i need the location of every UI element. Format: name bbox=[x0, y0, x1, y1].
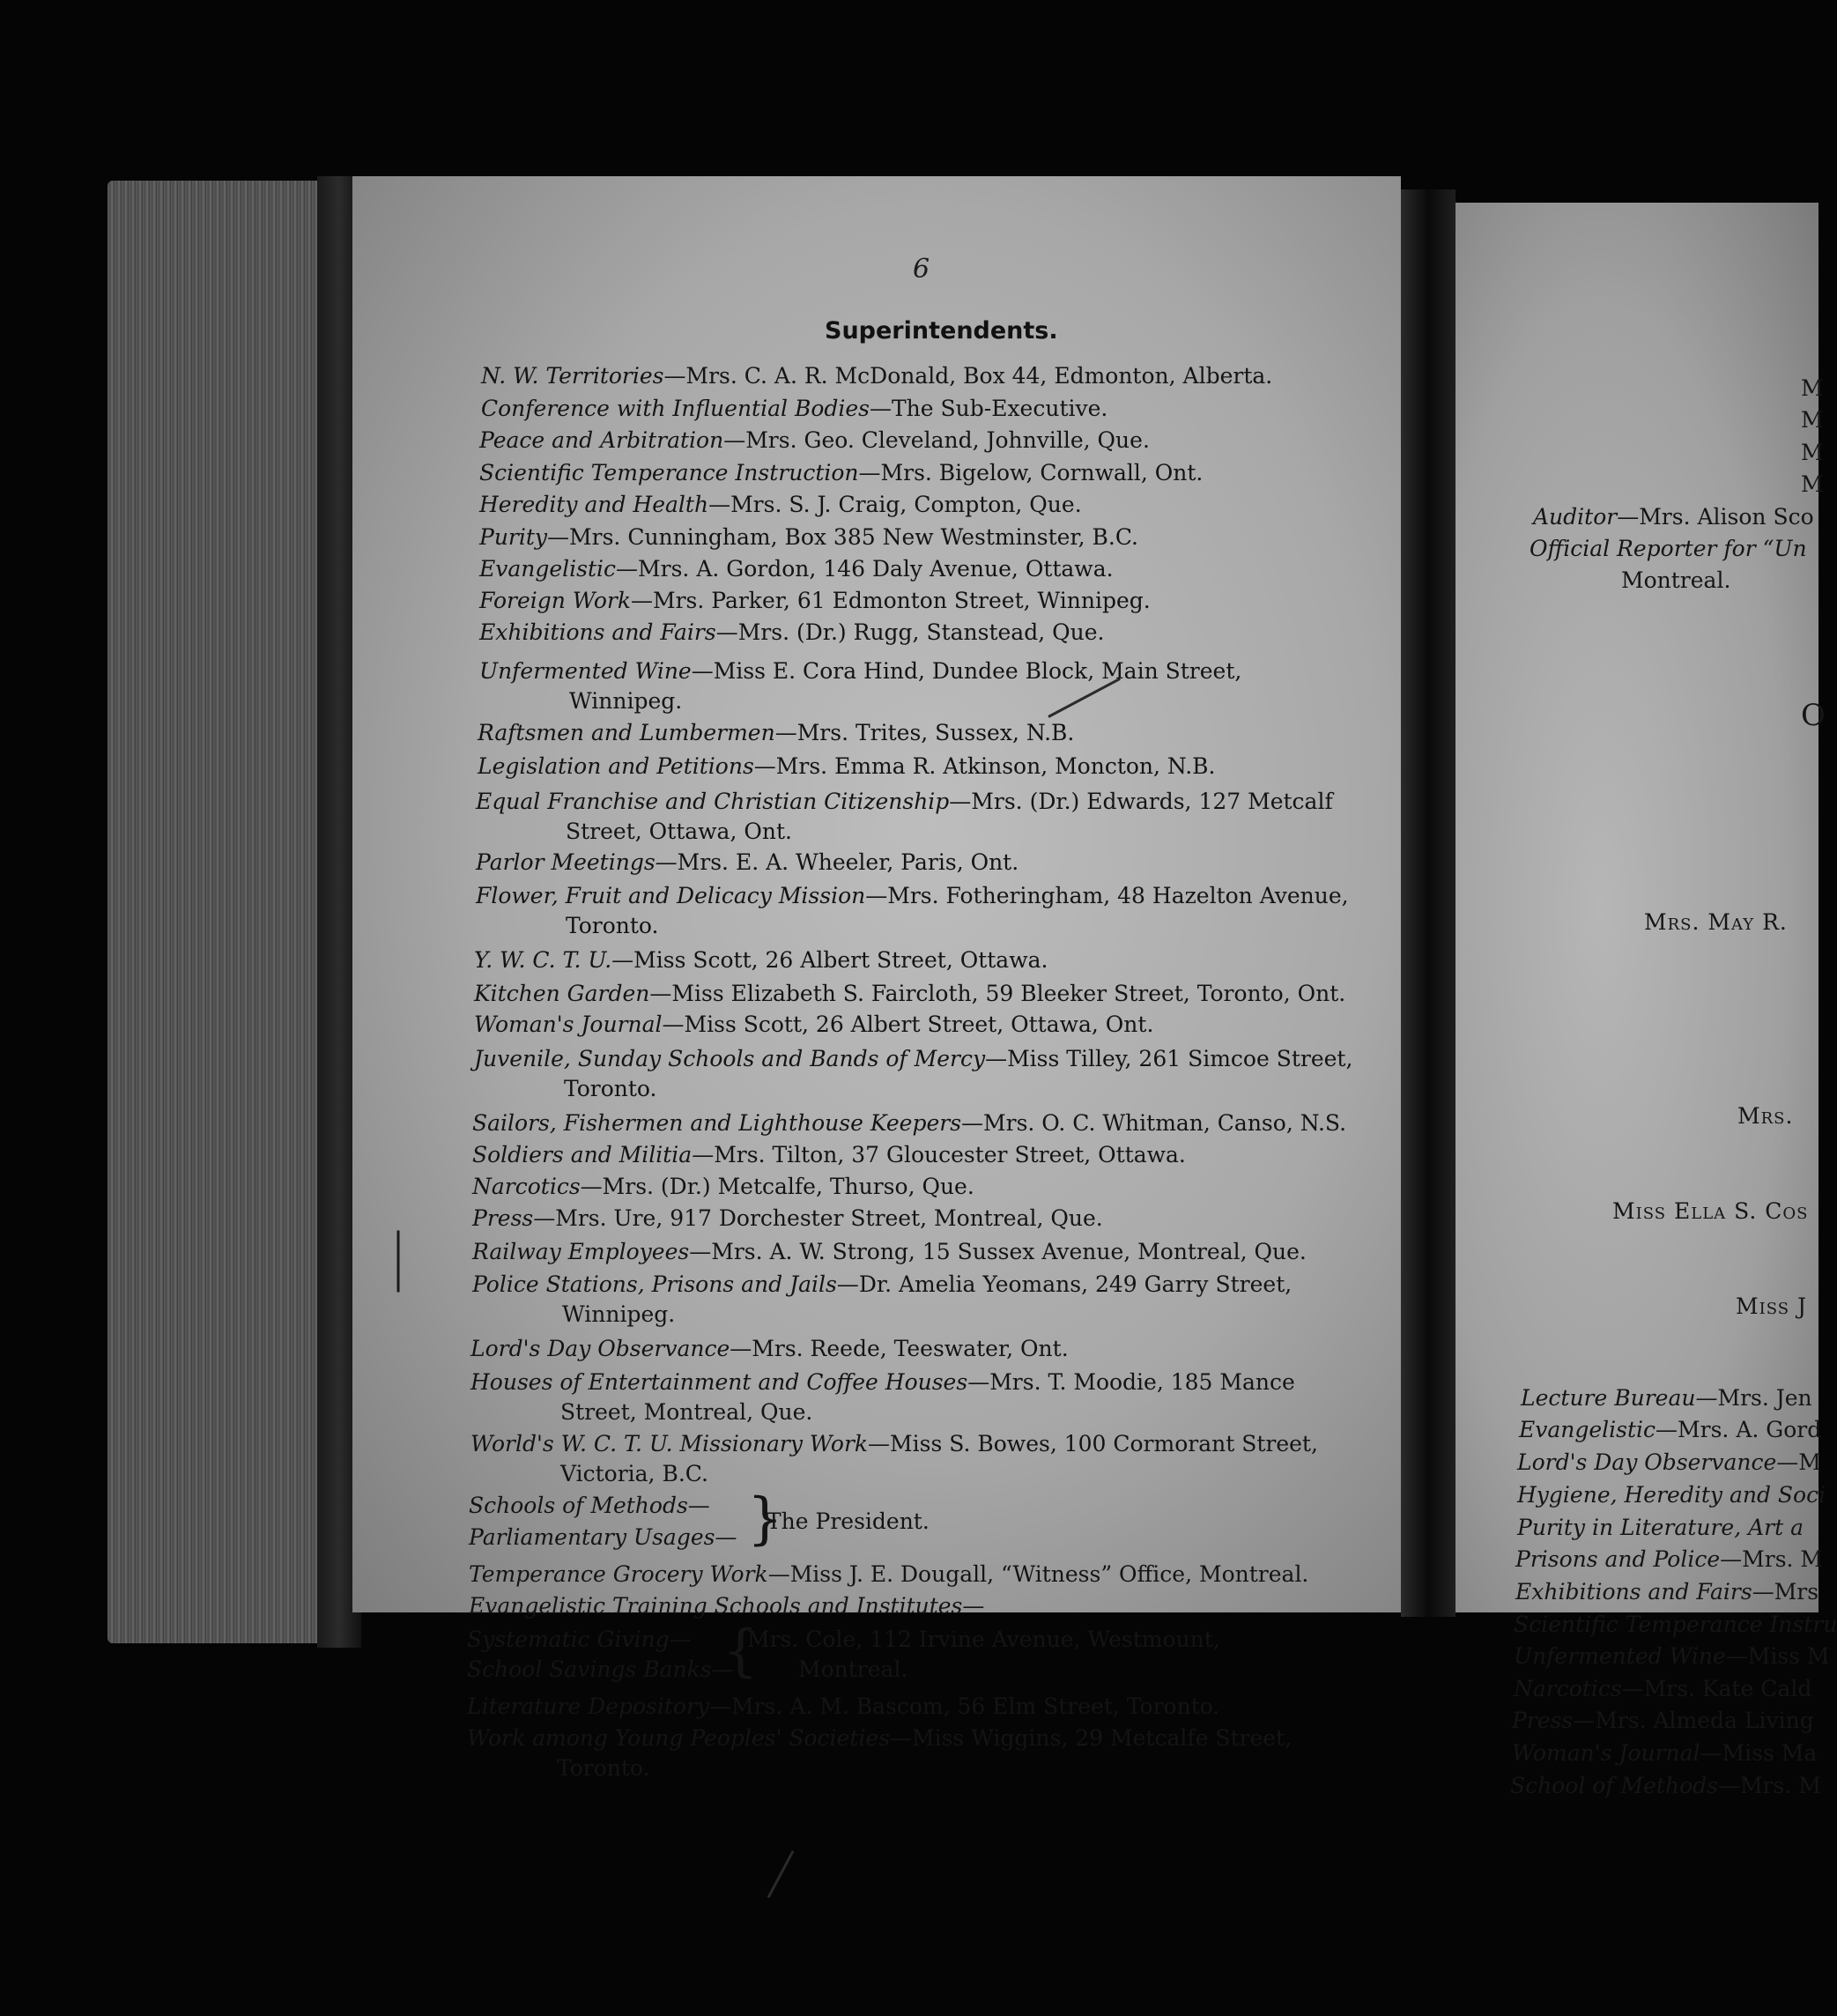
entry-raftsmen: Raftsmen and Lumbermen—Mrs. Trites, Sussex, N.B. bbox=[478, 720, 1075, 745]
right-list-item: School of Methods—Mrs. M bbox=[1510, 1773, 1821, 1798]
entry-police-stations: Police Stations, Prisons and Jails—Dr. Amelia Yeomans, 249 Garry Street, Winnipeg. bbox=[472, 1271, 1293, 1327]
entry-temperance-grocery: Temperance Grocery Work—Miss J. E. Dougall, “Witness” Office, Montreal. bbox=[469, 1561, 1309, 1587]
bracket-item-parliamentary-usages: Parliamentary Usages— bbox=[469, 1524, 737, 1550]
right-letter-m: M bbox=[1801, 471, 1824, 497]
entry-evangelistic-training: Evangelistic Training Schools and Institutes— bbox=[469, 1593, 985, 1619]
book-gutter bbox=[1401, 189, 1456, 1617]
entry-juvenile: Juvenile, Sunday Schools and Bands of Mercy—Miss Tilley, 261 Simcoe Street, Toronto. bbox=[474, 1046, 1353, 1101]
right-list-item: Scientific Temperance Instru bbox=[1514, 1612, 1837, 1637]
right-list-item: Lecture Bureau—Mrs. Jen bbox=[1521, 1385, 1812, 1411]
entry-narcotics: Narcotics—Mrs. (Dr.) Metcalfe, Thurso, Que. bbox=[472, 1174, 974, 1199]
right-miss-ella: Miss Ella S. Cos bbox=[1612, 1198, 1809, 1224]
entry-railway: Railway Employees—Mrs. A. W. Strong, 15 Sussex Avenue, Montreal, Que. bbox=[472, 1239, 1307, 1264]
entry-literature-depository: Literature Depository—Mrs. A. M. Bascom, 56 Elm Street, Toronto. bbox=[467, 1694, 1220, 1719]
entry-kitchen-garden: Kitchen Garden—Miss Elizabeth S. Faircloth, 59 Bleeker Street, Toronto, Ont. bbox=[474, 981, 1346, 1006]
right-letter-o: O bbox=[1801, 698, 1826, 733]
right-list-item: Purity in Literature, Art a bbox=[1517, 1515, 1804, 1540]
right-brace-icon: } bbox=[747, 1486, 783, 1552]
right-list-item: Press—Mrs. Almeda Living bbox=[1512, 1708, 1814, 1733]
entry-flower-mission: Flower, Fruit and Delicacy Mission—Mrs. Fotheringham, 48 Hazelton Avenue, Toronto. bbox=[476, 883, 1349, 938]
entry-equal-franchise: Equal Franchise and Christian Citizenship—Mrs. (Dr.) Edwards, 127 Metcalf Street, Ottawa, Ont. bbox=[476, 789, 1333, 844]
entry-nw-territories: N. W. Territories—Mrs. C. A. R. McDonald, Box 44, Edmonton, Alberta. bbox=[481, 363, 1273, 389]
entry-houses-entertainment: Houses of Entertainment and Coffee Houses—Mrs. T. Moodie, 185 Mance Street, Montreal, Que. bbox=[470, 1369, 1295, 1425]
right-list-item: Narcotics—Mrs. Kate Cald bbox=[1514, 1676, 1812, 1701]
entry-heredity: Heredity and Health—Mrs. S. J. Craig, Compton, Que. bbox=[479, 492, 1082, 517]
right-letter-m: M bbox=[1801, 440, 1824, 465]
entry-foreign-work: Foreign Work—Mrs. Parker, 61 Edmonton Street, Winnipeg. bbox=[479, 588, 1151, 613]
page-heading: Superintendents. bbox=[825, 317, 1058, 345]
entry-worlds-wctu: World's W. C. T. U. Missionary Work—Miss S. Bowes, 100 Cormorant Street, Victoria, B.C. bbox=[470, 1431, 1318, 1486]
page-number: 6 bbox=[913, 254, 930, 285]
bracket-item-school-savings: School Savings Banks— bbox=[467, 1657, 734, 1682]
bracket-item-systematic-giving: Systematic Giving— bbox=[467, 1627, 692, 1652]
right-letter-m: M bbox=[1801, 375, 1824, 401]
right-miss-j: Miss J bbox=[1736, 1293, 1808, 1319]
right-list-item: Unfermented Wine—Miss M bbox=[1514, 1643, 1830, 1669]
right-list-item: Lord's Day Observance—M bbox=[1517, 1449, 1821, 1475]
right-list-item: Evangelistic—Mrs. A. Gord bbox=[1519, 1417, 1822, 1442]
entry-evangelistic: Evangelistic—Mrs. A. Gordon, 146 Daly Avenue, Ottawa. bbox=[479, 556, 1114, 582]
bracket-group-1-text: The President. bbox=[767, 1508, 930, 1534]
entry-peace: Peace and Arbitration—Mrs. Geo. Cleveland, Johnville, Que. bbox=[479, 427, 1150, 453]
right-letter-m: M bbox=[1801, 407, 1824, 433]
right-reporter-cont: Montreal. bbox=[1621, 567, 1731, 593]
right-list-item: Exhibitions and Fairs—Mrs bbox=[1515, 1579, 1819, 1605]
page-stack-edge bbox=[107, 181, 338, 1643]
right-list-item: Woman's Journal—Miss Ma bbox=[1512, 1740, 1818, 1766]
left-brace-icon: { bbox=[722, 1619, 759, 1684]
right-mrs: Mrs. bbox=[1737, 1103, 1794, 1129]
entry-sailors: Sailors, Fishermen and Lighthouse Keepers—Mrs. O. C. Whitman, Canso, N.S. bbox=[472, 1110, 1347, 1136]
entry-exhibitions: Exhibitions and Fairs—Mrs. (Dr.) Rugg, Stanstead, Que. bbox=[479, 619, 1105, 645]
entry-purity: Purity—Mrs. Cunningham, Box 385 New Westminster, B.C. bbox=[479, 524, 1139, 550]
right-official-reporter: Official Reporter for “Un bbox=[1530, 536, 1807, 561]
entry-legislation: Legislation and Petitions—Mrs. Emma R. Atkinson, Moncton, N.B. bbox=[478, 753, 1216, 779]
entry-parlor-meetings: Parlor Meetings—Mrs. E. A. Wheeler, Paris, Ont. bbox=[476, 849, 1019, 875]
right-auditor: Auditor—Mrs. Alison Sco bbox=[1533, 504, 1814, 530]
ink-mark bbox=[767, 1850, 795, 1898]
entry-young-peoples: Work among Young Peoples' Societies—Miss Wiggins, 29 Metcalfe Street, Toronto. bbox=[467, 1725, 1293, 1781]
right-list-item: Hygiene, Heredity and Soci bbox=[1517, 1482, 1826, 1508]
entry-soldiers: Soldiers and Militia—Mrs. Tilton, 37 Gloucester Street, Ottawa. bbox=[472, 1142, 1186, 1167]
bracket-group-2-text-line1: Mrs. Cole, 112 Irvine Avenue, Westmount, bbox=[747, 1627, 1220, 1652]
entry-conference: Conference with Influential Bodies—The Sub-Executive. bbox=[481, 396, 1108, 421]
entry-unfermented-wine: Unfermented Wine—Miss E. Cora Hind, Dundee Block, Main Street, Winnipeg. bbox=[479, 658, 1242, 714]
right-list-item: Prisons and Police—Mrs. M bbox=[1515, 1546, 1824, 1572]
entry-scientific-temperance: Scientific Temperance Instruction—Mrs. Bigelow, Cornwall, Ont. bbox=[479, 460, 1204, 485]
bracket-item-schools-of-methods: Schools of Methods— bbox=[469, 1493, 710, 1518]
entry-womans-journal: Woman's Journal—Miss Scott, 26 Albert Street, Ottawa, Ont. bbox=[474, 1012, 1154, 1037]
bracket-group-2-text-line2: Montreal. bbox=[798, 1657, 908, 1682]
entry-lords-day: Lord's Day Observance—Mrs. Reede, Teeswater, Ont. bbox=[470, 1336, 1069, 1361]
entry-press: Press—Mrs. Ure, 917 Dorchester Street, Montreal, Que. bbox=[472, 1205, 1103, 1231]
ink-mark bbox=[397, 1231, 400, 1293]
entry-ywctu: Y. W. C. T. U.—Miss Scott, 26 Albert Street, Ottawa. bbox=[474, 947, 1048, 973]
right-mrs-may: Mrs. May R. bbox=[1644, 909, 1788, 935]
